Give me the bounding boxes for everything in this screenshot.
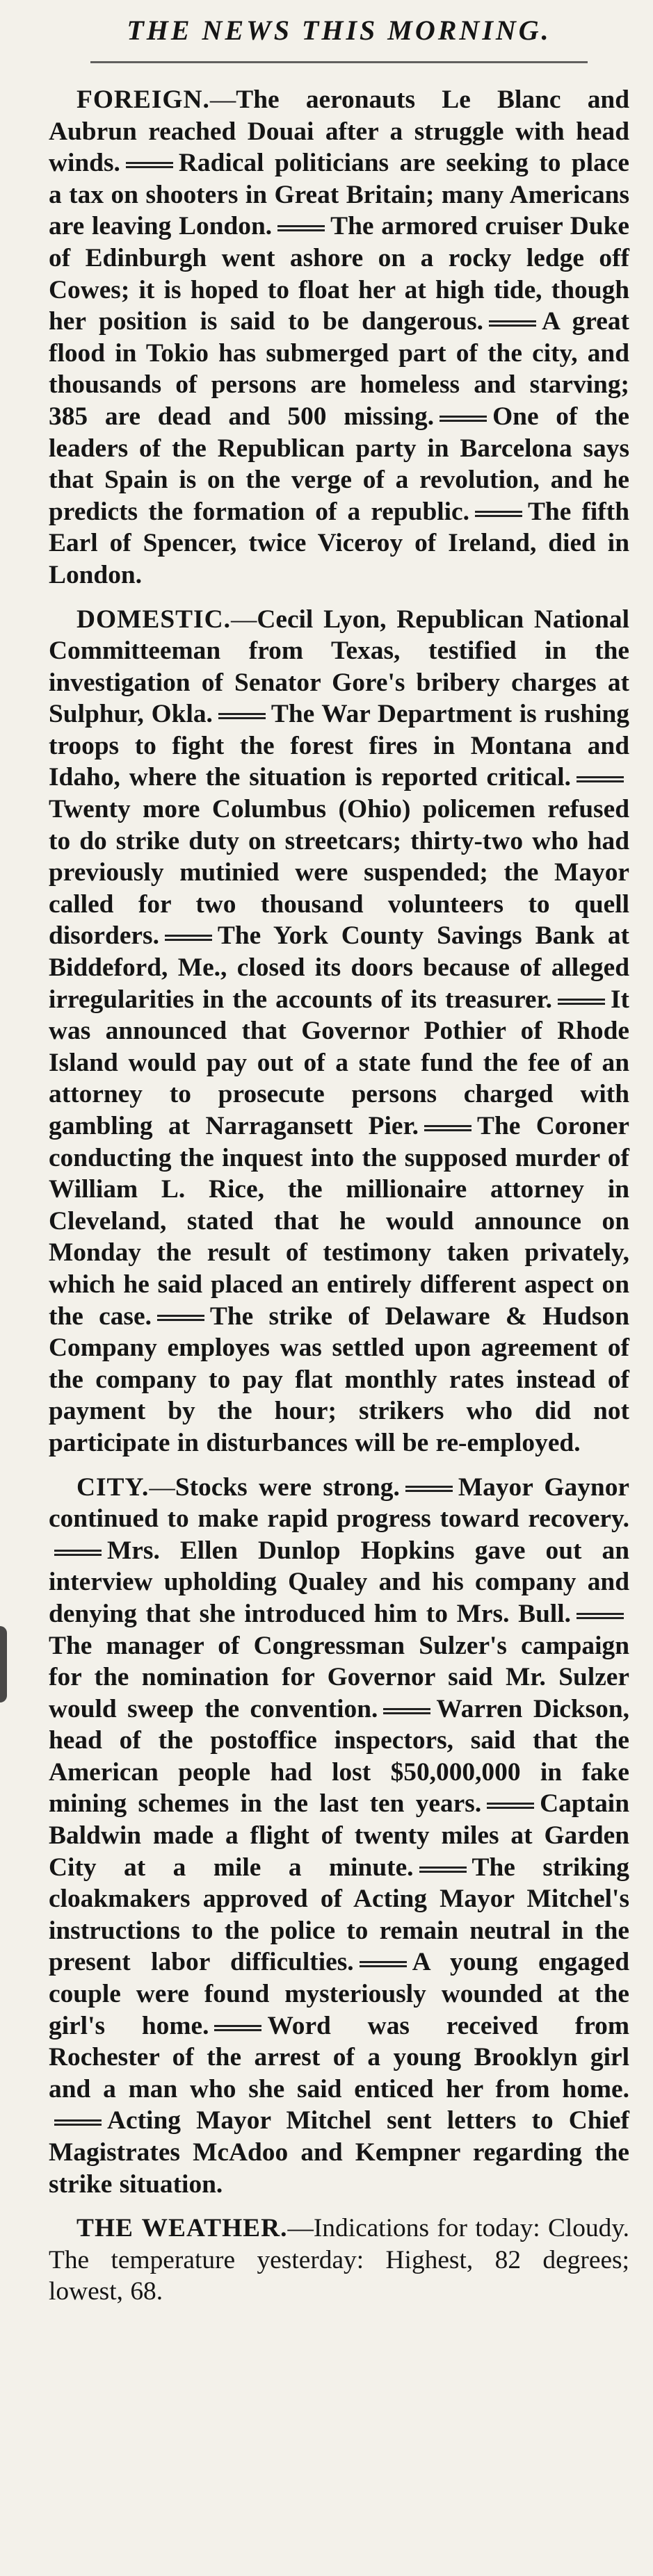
foreign-item: The aeronauts Le Blanc and Aubrun reached Douai after a struggle with head winds. bbox=[49, 85, 629, 178]
weather-heading: THE WEATHER. bbox=[76, 2214, 288, 2243]
city-item: A young engaged couple were found mysteriously wounded at the girl's home. bbox=[49, 1948, 629, 2040]
item-separator bbox=[157, 1315, 204, 1321]
item-separator bbox=[419, 1867, 467, 1873]
domestic-item: The York County Savings Bank at Biddeford, Me., closed its doors because of alleged irregularities in the accounts of its treasurer. bbox=[49, 921, 629, 1014]
item-separator bbox=[577, 1613, 624, 1619]
foreign-section: FOREIGN.—The aeronauts Le Blanc and Aubrun reached Douai after a struggle with head winds. Radical politicians are seeking to place a tax on shooters in Great Britain; many Americans are leaving London. The armored cruiser Duke of Edinburgh went ashore on a rocky ledge off Cowes; it is hoped to float her at high tide, though her position is said to be dangerous. A great flood in Tokio has submerged part of the city, and thousands of persons are homeless and starving; 385 are dead and 500 missing. One of the leaders of the Republican party in Barcelona says that Spain is on the verge of a revolution, and he predicts the formation of a republic. The fifth Earl of Spencer, twice Viceroy of Ireland, died in London. bbox=[49, 85, 629, 589]
city-item: The manager of Congressman Sulzer's campaign for the nomination for Governor said Mr. Sulzer would sweep the convention. bbox=[49, 1631, 629, 1723]
item-separator bbox=[218, 713, 266, 719]
item-separator bbox=[487, 1803, 534, 1809]
item-separator bbox=[165, 935, 212, 941]
foreign-item: One of the leaders of the Republican party in Barcelona says that Spain is on the verge of a revolution, and he predicts the formation of a republic. bbox=[49, 402, 629, 526]
item-separator bbox=[126, 162, 173, 168]
foreign-item: Radical politicians are seeking to place a tax on shooters in Great Britain; many Americans are leaving London. bbox=[49, 149, 629, 241]
domestic-item: Twenty more Columbus (Ohio) policemen refused to do strike duty on streetcars; thirty-two who had previously mutinied were suspended; the Mayor called for two thousand volunteers to quell disorders. bbox=[49, 795, 629, 951]
domestic-item: The strike of Delaware & Hudson Company employes was settled upon agreement of the company to pay flat monthly rates instead of payment by the hour; strikers who did not participate in disturbances will be re-employed. bbox=[49, 1302, 629, 1457]
city-item: Word was received from Rochester of the arrest of a young Brooklyn girl and a man who she said enticed her from home. bbox=[49, 2011, 630, 2103]
foreign-heading: FOREIGN. bbox=[76, 85, 210, 114]
item-separator bbox=[440, 416, 487, 422]
domestic-item: The War Department is rushing troops to fight the forest fires in Montana and Idaho, where the situation is reported critical. bbox=[49, 700, 629, 792]
weather-text: Indications for today: Cloudy. The temperature yesterday: Highest, 82 degrees; lowest, 68. bbox=[49, 2214, 629, 2306]
city-heading: CITY. bbox=[76, 1472, 150, 1502]
domestic-heading: DOMESTIC. bbox=[76, 605, 231, 634]
item-separator bbox=[214, 2025, 261, 2031]
city-item: Warren Dickson, head of the postoffice inspectors, said that the American people had lost $50,000,000 in fake mining schemes in the last ten years. bbox=[49, 1694, 630, 1819]
city-section: CITY.—Stocks were strong. Mayor Gaynor continued to make rapid progress toward recovery.Mrs. Ellen Dunlop Hopkins gave out an interview upholding Qualey and his company and denying that she introduced him to Mrs. Bull.The manager of Congressman Sulzer's campaign for the nomination for Governor said Mr. Sulzer would sweep the convention. Warren Dickson, head of the postoffice inspectors, said that the American people had lost $50,000,000 in fake mining schemes in the last ten years. Captain Baldwin made a flight of twenty miles at Garden City at a mile a minute. The striking cloakmakers approved of Acting Mayor Mitchel's instructions to the police to remain neutral in the present labor difficulties. A young engaged couple were found mysteriously wounded at the girl's home. Word was received from Rochester of the arrest of a young Brooklyn girl and a man who she said enticed her from home.Acting Mayor Mitchel sent letters to Chief Magistrates McAdoo and Kempner regarding the strike situation. bbox=[49, 1472, 630, 2199]
city-item: Mrs. Ellen Dunlop Hopkins gave out an interview upholding Qualey and his company and denying that she introduced him to Mrs. Bull. bbox=[49, 1536, 629, 1628]
masthead-title: THE NEWS THIS MORNING. bbox=[127, 15, 551, 46]
item-separator bbox=[405, 1486, 453, 1492]
domestic-item: Cecil Lyon, Republican National Committeeman from Texas, testified in the investigation of Senator Gore's bribery charges at Sulphur, Okla. bbox=[49, 605, 629, 729]
city-item: Mayor Gaynor continued to make rapid progress toward recovery. bbox=[49, 1472, 629, 1534]
domestic-item: It was announced that Governor Pothier of Rhode Island would pay out of a state fund the fee of an attorney to prosecute persons charged with gambling at Narragansett Pier. bbox=[49, 985, 629, 1140]
item-separator bbox=[383, 1708, 430, 1714]
item-separator bbox=[54, 2119, 102, 2126]
city-item: Captain Baldwin made a flight of twenty miles at Garden City at a mile a minute. bbox=[49, 1789, 629, 1882]
scan-edge-mark bbox=[0, 1626, 7, 1703]
masthead-rule bbox=[90, 61, 588, 63]
item-separator bbox=[277, 225, 325, 231]
item-separator bbox=[360, 1961, 407, 1967]
item-separator bbox=[475, 511, 522, 517]
item-separator bbox=[577, 776, 624, 782]
item-separator bbox=[489, 320, 536, 327]
foreign-item: The fifth Earl of Spencer, twice Viceroy of Ireland, died in London. bbox=[49, 497, 629, 589]
weather-section: THE WEATHER.—Indications for today: Cloudy. The temperature yesterday: Highest, 82 degrees; lowest, 68. bbox=[49, 2214, 629, 2306]
city-item: Acting Mayor Mitchel sent letters to Chief Magistrates McAdoo and Kempner regarding the strike situation. bbox=[49, 2106, 629, 2199]
city-item: Stocks were strong. bbox=[175, 1472, 400, 1502]
domestic-section: DOMESTIC.—Cecil Lyon, Republican National Committeeman from Texas, testified in the investigation of Senator Gore's bribery charges at Sulphur, Okla. The War Department is rushing troops to fight the forest fires in Montana and Idaho, where the situation is reported critical.Twenty more Columbus (Ohio) policemen refused to do strike duty on streetcars; thirty-two who had previously mutinied were suspended; the Mayor called for two thousand volunteers to quell disorders. The York County Savings Bank at Biddeford, Me., closed its doors because of alleged irregularities in the accounts of its treasurer. It was announced that Governor Pothier of Rhode Island would pay out of a state fund the fee of an attorney to prosecute persons charged with gambling at Narragansett Pier. The Coroner conducting the inquest into the supposed murder of William L. Rice, the millionaire attorney in Cleveland, stated that he would announce on Monday the result of testimony taken privately, which he said placed an entirely different aspect on the case. The strike of Delaware & Hudson Company employes was settled upon agreement of the company to pay flat monthly rates instead of payment by the hour; strikers who did not participate in disturbances will be re-employed. bbox=[49, 605, 629, 1457]
item-separator bbox=[54, 1550, 102, 1556]
foreign-item: A great flood in Tokio has submerged part of the city, and thousands of persons are homeless and starving; 385 are dead and 500 missing. bbox=[49, 307, 629, 431]
foreign-item: The armored cruiser Duke of Edinburgh went ashore on a rocky ledge off Cowes; it is hoped to float her at high tide, though her position is said to be dangerous. bbox=[49, 212, 629, 336]
city-item: The striking cloakmakers approved of Acting Mayor Mitchel's instructions to the police to remain neutral in the present labor difficulties. bbox=[49, 1853, 629, 1977]
domestic-item: The Coroner conducting the inquest into the supposed murder of William L. Rice, the millionaire attorney in Cleveland, stated that he would announce on Monday the result of testimony taken privately, which he said placed an entirely different aspect on the case. bbox=[49, 1112, 629, 1331]
item-separator bbox=[424, 1125, 471, 1131]
item-separator bbox=[558, 999, 605, 1005]
